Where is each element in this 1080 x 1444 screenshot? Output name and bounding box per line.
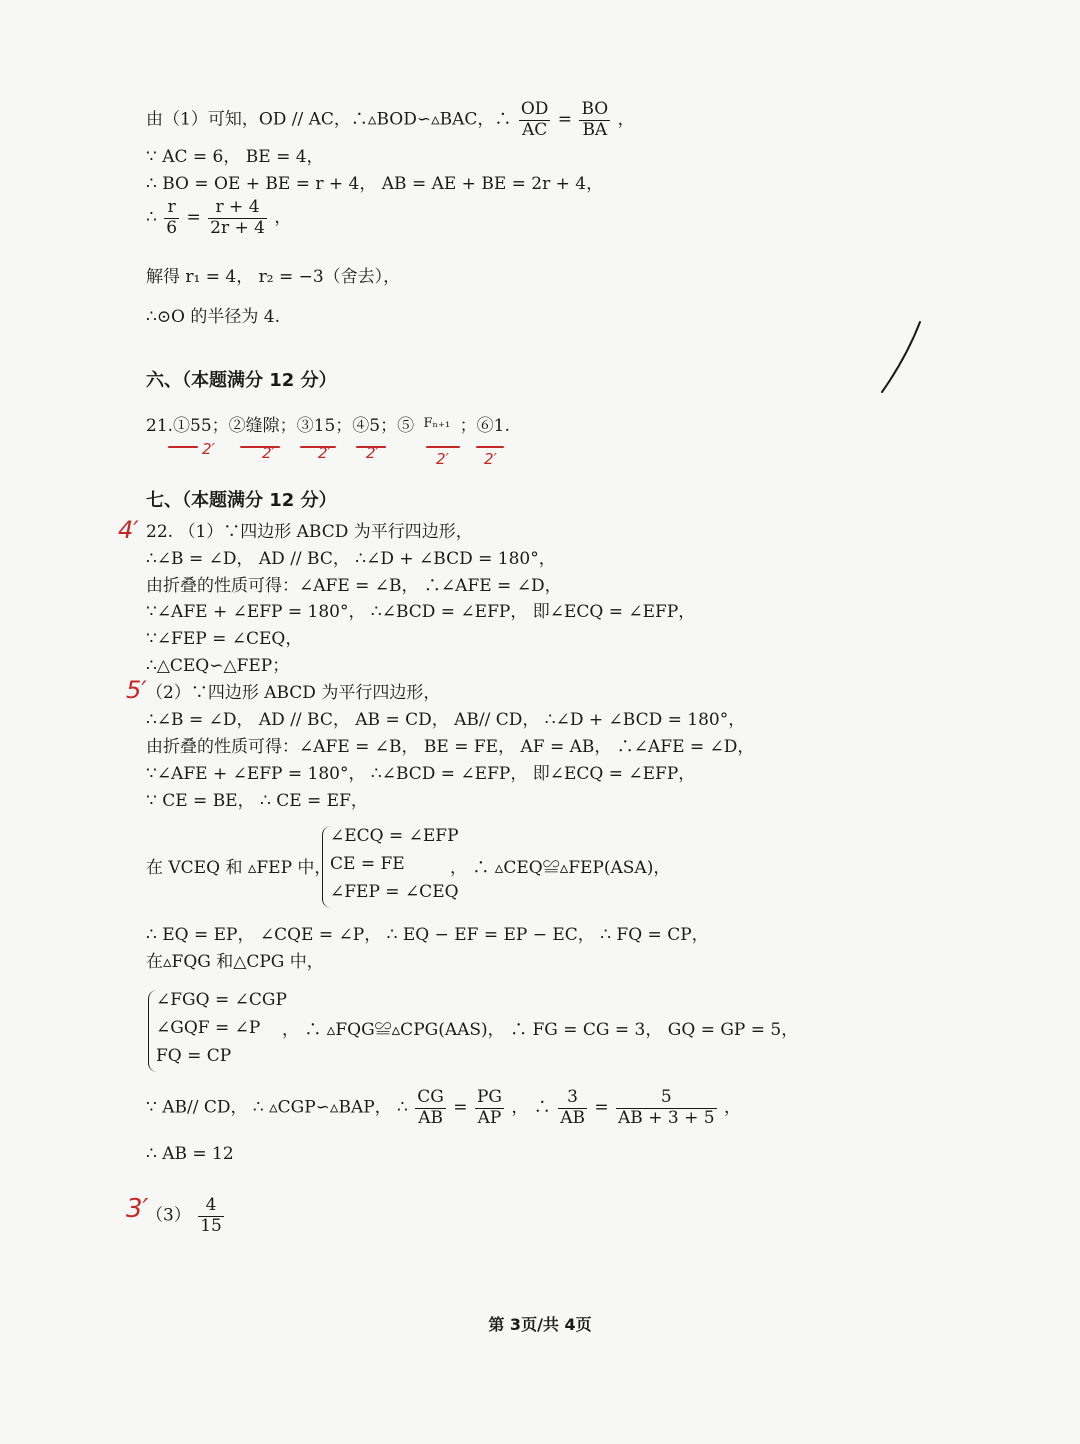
fraction-r-6: $\frac{r}{6}$	[166, 197, 178, 238]
score-mark: 2′	[436, 450, 449, 468]
q22-3-answer: （3） $\frac{4}{15}$	[146, 1195, 222, 1236]
line-radius-result: ∴⊙O 的半径为 4.	[146, 307, 281, 327]
score-mark-22-3: 3′	[126, 1194, 149, 1224]
fraction-5-ab35: $\frac{5}{AB + 3 + 5}$	[618, 1087, 715, 1128]
q22-1-line-5: ∵∠FEP = ∠CEQ，	[146, 629, 303, 649]
system-1-suffix: ， ∴ ▵CEQ≌▵FEP(ASA)，	[450, 858, 671, 878]
q22-1-line-6: ∴△CEQ∽△FEP；	[146, 656, 290, 676]
fraction-fn1: Fₙ₊₁	[423, 416, 451, 431]
q21-answers: 21.①55；②缝隙；③15；④5；⑤ Fₙ₊₁ ；⑥1.	[146, 416, 510, 436]
score-mark: 2′	[484, 450, 497, 468]
line-parallel-similar: ∵ AB// CD， ∴ ▵CGP∽▵BAP， ∴ $\frac{CG}{AB}$ = $\frac{PG}{AP}$ ， ∴ $\frac{3}{AB}$ = $\frac{5}{AB + 3 + 5}$ ，	[146, 1087, 741, 1128]
score-mark: 2′	[366, 444, 379, 462]
q22-1-line-3: 由折叠的性质可得：∠AFE = ∠B， ∴∠AFE = ∠D，	[146, 576, 562, 596]
score-mark-22-2: 5′	[126, 676, 147, 704]
fraction-bo-ba: $\frac{BO}{BA}$	[581, 99, 609, 140]
line-ratio-equation: ∴ $\frac{r}{6}$ = $\frac{r + 4}{2r + 4}$ ，	[146, 197, 292, 238]
q22-2-line-2: ∴∠B = ∠D， AD // BC， AB = CD， AB// CD， ∴∠D + ∠BCD = 180°，	[146, 710, 746, 730]
score-mark: 2′	[262, 444, 275, 462]
system-1-prefix: 在 VCEQ 和 ▵FEP 中，	[146, 858, 332, 878]
section-6-heading: 六、（本题满分 12 分）	[146, 370, 337, 391]
system-2-eq-2: ∠GQF = ∠P	[156, 1018, 261, 1038]
fraction-od-ac: $\frac{OD}{AC}$	[520, 99, 549, 140]
q22-2-line-4: ∵∠AFE + ∠EFP = 180°， ∴∠BCD = ∠EFP， 即∠ECQ = ∠EFP，	[146, 764, 696, 784]
q22-1-line-4: ∵∠AFE + ∠EFP = 180°， ∴∠BCD = ∠EFP， 即∠ECQ = ∠EFP，	[146, 602, 696, 622]
grading-underline	[168, 446, 198, 448]
line-given-lengths: ∵ AC = 6， BE = 4，	[146, 147, 324, 167]
score-mark-22-1: 4′	[118, 516, 139, 544]
system-1-eq-1: ∠ECQ = ∠EFP	[330, 826, 459, 846]
pen-stroke-mark	[876, 318, 926, 398]
line-ab-result: ∴ AB = 12	[146, 1144, 234, 1164]
line-bo-ab: ∴ BO = OE + BE = r + 4， AB = AE + BE = 2r + 4，	[146, 174, 604, 194]
system-2-eq-1: ∠FGQ = ∠CGP	[156, 990, 287, 1010]
system-2-eq-3: FQ = CP	[156, 1046, 232, 1066]
system-2-brace	[148, 990, 288, 1072]
page-footer: 第 3页/共 4页	[488, 1315, 592, 1334]
q22-1-line-1: 22. （1）∵四边形 ABCD 为平行四边形，	[146, 522, 473, 542]
score-mark: 2′	[202, 440, 215, 458]
grading-underline	[476, 446, 504, 448]
line-solve-r: 解得 r₁ = 4， r₂ = −3（舍去），	[146, 267, 401, 287]
q22-2-line-3: 由折叠的性质可得：∠AFE = ∠B， BE = FE， AF = AB， ∴∠AFE = ∠D，	[146, 737, 755, 757]
score-mark: 2′	[318, 444, 331, 462]
fraction-cg-ab: $\frac{CG}{AB}$	[417, 1087, 444, 1128]
system-1-brace	[322, 826, 459, 908]
fraction-r4-2r4: $\frac{r + 4}{2r + 4}$	[210, 197, 265, 238]
line-similar-triangles: 由（1）可知，OD // AC，∴▵BOD∽▵BAC，∴ $\frac{OD}{AC}$ = $\frac{BO}{BA}$ ，	[146, 99, 635, 140]
fraction-pg-ap: $\frac{PG}{AP}$	[476, 1087, 502, 1128]
grading-underline	[426, 446, 460, 448]
line-in-triangles: 在▵FQG 和△CPG 中，	[146, 952, 324, 972]
system-1-eq-3: ∠FEP = ∠CEQ	[330, 882, 459, 902]
section-7-heading: 七、（本题满分 12 分）	[146, 490, 337, 511]
q22-2-line-5: ∵ CE = BE， ∴ CE = EF，	[146, 791, 368, 811]
line-eq-ep: ∴ EQ = EP， ∠CQE = ∠P， ∴ EQ − EF = EP − EC， ∴ FQ = CP，	[146, 925, 709, 945]
fraction-3-ab: $\frac{3}{AB}$	[560, 1087, 585, 1128]
q22-2-line-1: （2）∵四边形 ABCD 为平行四边形，	[146, 683, 441, 703]
fraction-4-15: $\frac{4}{15}$	[200, 1195, 222, 1236]
system-2-suffix: ， ∴ ▵FQG≌▵CPG(AAS)， ∴ FG = CG = 3， GQ = GP = 5，	[282, 1020, 799, 1040]
system-1-eq-2: CE = FE	[330, 854, 405, 874]
q22-1-line-2: ∴∠B = ∠D， AD // BC， ∴∠D + ∠BCD = 180°，	[146, 549, 556, 569]
